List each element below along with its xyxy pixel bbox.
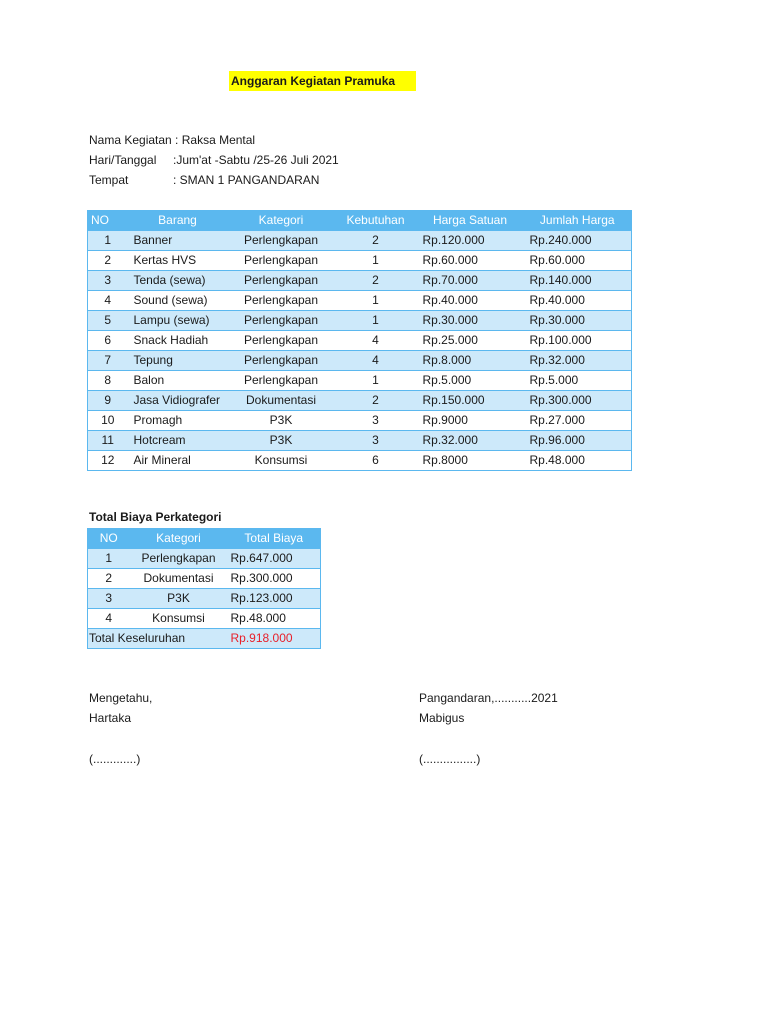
cell-jumlah-harga: Rp.48.000 — [524, 451, 632, 471]
summary-title: Total Biaya Perkategori — [89, 510, 222, 524]
cell-harga-satuan: Rp.8.000 — [417, 351, 524, 371]
cell-no: 11 — [88, 431, 128, 451]
cell-kebutuhan: 1 — [335, 291, 417, 311]
cell-harga-satuan: Rp.120.000 — [417, 231, 524, 251]
cell-barang: Snack Hadiah — [128, 331, 228, 351]
cell-jumlah-harga: Rp.30.000 — [524, 311, 632, 331]
cell-kebutuhan: 3 — [335, 411, 417, 431]
info-tempat — [89, 170, 319, 190]
cell-kategori: P3K — [228, 431, 335, 451]
cell-harga-satuan: Rp.150.000 — [417, 391, 524, 411]
cell-no: 2 — [88, 251, 128, 271]
summary-row — [88, 589, 321, 609]
summary-cell-no: 1 — [88, 549, 130, 569]
sign-right-line2: Mabigus — [419, 711, 465, 725]
cell-kategori: Perlengkapan — [228, 271, 335, 291]
budget-table — [87, 210, 632, 471]
cell-jumlah-harga: Rp.60.000 — [524, 251, 632, 271]
sign-left-line3: (.............) — [89, 752, 141, 766]
cell-no: 6 — [88, 331, 128, 351]
table-row — [88, 271, 632, 291]
cell-no: 5 — [88, 311, 128, 331]
cell-kebutuhan: 6 — [335, 451, 417, 471]
cell-jumlah-harga: Rp.100.000 — [524, 331, 632, 351]
cell-jumlah-harga: Rp.300.000 — [524, 391, 632, 411]
header-harga-satuan: Harga Satuan — [417, 211, 524, 231]
info-label: Hari/Tanggal — [89, 153, 157, 167]
summary-total-label: Total Keseluruhan — [88, 629, 228, 649]
cell-kategori: Perlengkapan — [228, 291, 335, 311]
cell-kebutuhan: 2 — [335, 231, 417, 251]
cell-harga-satuan: Rp.70.000 — [417, 271, 524, 291]
cell-barang: Banner — [128, 231, 228, 251]
cell-no: 8 — [88, 371, 128, 391]
table-row — [88, 411, 632, 431]
cell-no: 12 — [88, 451, 128, 471]
cell-jumlah-harga: Rp.140.000 — [524, 271, 632, 291]
cell-harga-satuan: Rp.9000 — [417, 411, 524, 431]
summary-row — [88, 569, 321, 589]
cell-no: 4 — [88, 291, 128, 311]
summary-header-row — [88, 529, 321, 549]
summary-cell-kategori: Konsumsi — [130, 609, 228, 629]
cell-no: 9 — [88, 391, 128, 411]
cell-no: 1 — [88, 231, 128, 251]
info-nama-kegiatan — [89, 130, 255, 150]
header-kebutuhan: Kebutuhan — [335, 211, 417, 231]
table-row — [88, 391, 632, 411]
table-row — [88, 331, 632, 351]
cell-harga-satuan: Rp.32.000 — [417, 431, 524, 451]
table-row — [88, 371, 632, 391]
cell-barang: Sound (sewa) — [128, 291, 228, 311]
cell-kategori: Dokumentasi — [228, 391, 335, 411]
summary-header-total: Total Biaya — [228, 529, 321, 549]
cell-kategori: Perlengkapan — [228, 331, 335, 351]
summary-total-row — [88, 629, 321, 649]
cell-jumlah-harga: Rp.32.000 — [524, 351, 632, 371]
summary-cell-total: Rp.48.000 — [228, 609, 321, 629]
cell-kebutuhan: 1 — [335, 371, 417, 391]
cell-kategori: Perlengkapan — [228, 251, 335, 271]
cell-kebutuhan: 2 — [335, 391, 417, 411]
summary-cell-no: 4 — [88, 609, 130, 629]
cell-no: 10 — [88, 411, 128, 431]
info-value: Raksa Mental — [181, 133, 256, 147]
cell-barang: Tepung — [128, 351, 228, 371]
info-value: :Jum'at -Sabtu /25-26 Juli 2021 — [173, 153, 339, 167]
table-row — [88, 251, 632, 271]
cell-kebutuhan: 4 — [335, 351, 417, 371]
cell-kategori: Perlengkapan — [228, 371, 335, 391]
table-row — [88, 431, 632, 451]
summary-total-value: Rp.918.000 — [228, 629, 321, 649]
cell-harga-satuan: Rp.60.000 — [417, 251, 524, 271]
cell-kebutuhan: 3 — [335, 431, 417, 451]
cell-harga-satuan: Rp.8000 — [417, 451, 524, 471]
cell-barang: Promagh — [128, 411, 228, 431]
cell-barang: Tenda (sewa) — [128, 271, 228, 291]
header-no: NO — [88, 211, 128, 231]
cell-no: 3 — [88, 271, 128, 291]
header-jumlah-harga: Jumlah Harga — [524, 211, 632, 231]
cell-barang: Jasa Vidiografer — [128, 391, 228, 411]
cell-kategori: Perlengkapan — [228, 231, 335, 251]
header-barang: Barang — [128, 211, 228, 231]
cell-barang: Hotcream — [128, 431, 228, 451]
cell-kategori: Perlengkapan — [228, 351, 335, 371]
info-label: Nama Kegiatan : — [89, 133, 179, 147]
cell-kategori: Konsumsi — [228, 451, 335, 471]
table-row — [88, 451, 632, 471]
summary-cell-no: 3 — [88, 589, 130, 609]
table-row — [88, 311, 632, 331]
cell-barang: Air Mineral — [128, 451, 228, 471]
cell-barang: Lampu (sewa) — [128, 311, 228, 331]
summary-header-no: NO — [88, 529, 130, 549]
cell-jumlah-harga: Rp.27.000 — [524, 411, 632, 431]
sign-left-line1: Mengetahu, — [89, 691, 153, 705]
info-hari-tanggal — [89, 150, 339, 170]
cell-jumlah-harga: Rp.5.000 — [524, 371, 632, 391]
table-row — [88, 351, 632, 371]
cell-harga-satuan: Rp.25.000 — [417, 331, 524, 351]
table-header-row — [88, 211, 632, 231]
summary-row — [88, 549, 321, 569]
header-kategori: Kategori — [228, 211, 335, 231]
table-row — [88, 291, 632, 311]
summary-cell-kategori: Dokumentasi — [130, 569, 228, 589]
cell-no: 7 — [88, 351, 128, 371]
cell-jumlah-harga: Rp.40.000 — [524, 291, 632, 311]
summary-header-kategori: Kategori — [130, 529, 228, 549]
cell-harga-satuan: Rp.5.000 — [417, 371, 524, 391]
info-value: : SMAN 1 PANGANDARAN — [173, 173, 320, 187]
sign-left-line2: Hartaka — [89, 711, 132, 725]
cell-harga-satuan: Rp.30.000 — [417, 311, 524, 331]
cell-kebutuhan: 4 — [335, 331, 417, 351]
cell-jumlah-harga: Rp.240.000 — [524, 231, 632, 251]
summary-cell-no: 2 — [88, 569, 130, 589]
cell-barang: Balon — [128, 371, 228, 391]
cell-kebutuhan: 1 — [335, 251, 417, 271]
summary-table — [87, 528, 321, 649]
table-row — [88, 231, 632, 251]
cell-kategori: P3K — [228, 411, 335, 431]
cell-kategori: Perlengkapan — [228, 311, 335, 331]
info-label: Tempat — [89, 173, 129, 187]
document-title: Anggaran Kegiatan Pramuka — [229, 71, 416, 91]
cell-jumlah-harga: Rp.96.000 — [524, 431, 632, 451]
sign-right-line3: (................) — [419, 752, 481, 766]
cell-harga-satuan: Rp.40.000 — [417, 291, 524, 311]
summary-cell-total: Rp.300.000 — [228, 569, 321, 589]
summary-row — [88, 609, 321, 629]
cell-kebutuhan: 2 — [335, 271, 417, 291]
sign-right-line1: Pangandaran,...........2021 — [419, 691, 558, 705]
summary-cell-kategori: Perlengkapan — [130, 549, 228, 569]
summary-cell-total: Rp.647.000 — [228, 549, 321, 569]
cell-kebutuhan: 1 — [335, 311, 417, 331]
cell-barang: Kertas HVS — [128, 251, 228, 271]
summary-cell-total: Rp.123.000 — [228, 589, 321, 609]
summary-cell-kategori: P3K — [130, 589, 228, 609]
